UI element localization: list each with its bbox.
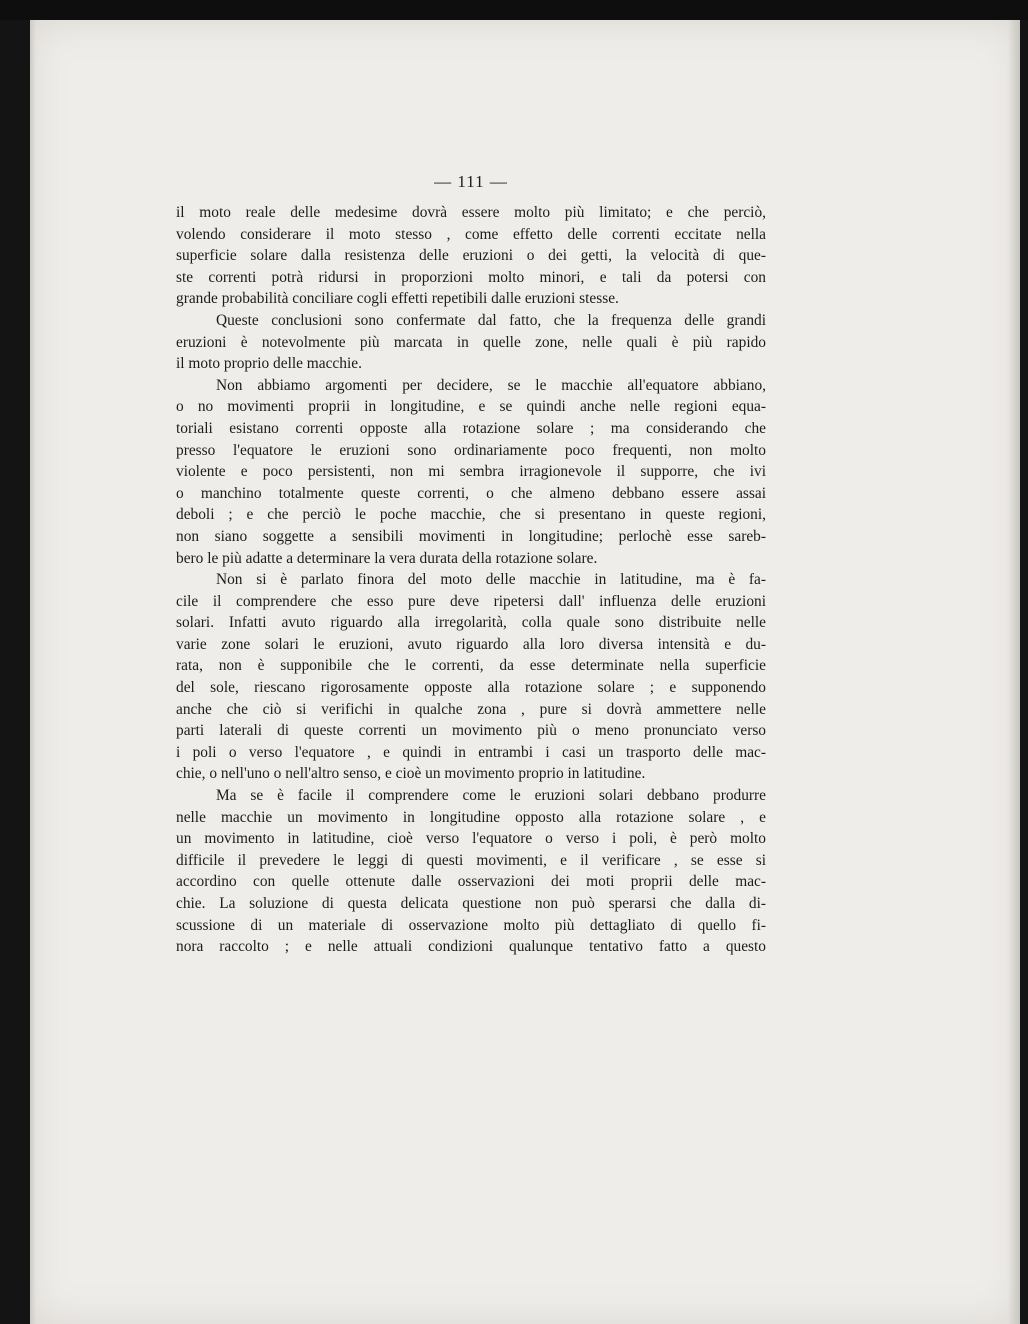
text-line: Non si è parlato finora del moto delle macchie in latitudine, ma è fa- xyxy=(216,571,766,589)
text-line: chie. La soluzione di questa delicata questione non può sperarsi che dalla di- xyxy=(176,895,766,912)
text-line: o no movimenti proprii in longitudine, e se quindi anche nelle regioni equa- xyxy=(176,398,766,416)
text-line: non siano soggette a sensibili movimenti in longitudine; perlochè esse sareb- xyxy=(176,527,766,545)
text-line: ste correnti potrà ridursi in proporzioni molto minori, e tali da potersi con xyxy=(176,268,766,286)
text-line: nora raccolto ; e nelle attuali condizioni qualunque tentativo fatto a questo xyxy=(176,938,766,956)
text-line: del sole, riescano rigorosamente opposte alla rotazione solare ; e supponendo xyxy=(176,679,766,697)
text-line: parti laterali di queste correnti un movimento più o meno pronunciato verso xyxy=(176,722,766,740)
page-text-block xyxy=(176,170,766,958)
paragraph xyxy=(176,310,766,375)
text-line: Queste conclusioni sono confermate dal fatto, che la frequenza delle grandi xyxy=(216,311,766,329)
paragraph xyxy=(176,202,766,310)
text-line: volendo considerare il moto stesso , come effetto delle correnti eccitate nella xyxy=(176,225,766,243)
text-line: il moto proprio delle macchie. xyxy=(176,355,362,373)
text-line: un movimento in latitudine, cioè verso l'equatore o verso i poli, è però molto xyxy=(176,830,766,848)
text-line: bero le più adatte a determinare la vera durata della rotazione solare. xyxy=(176,549,598,567)
scan-top-border xyxy=(0,0,1028,20)
text-line: chie, o nell'uno o nell'altro senso, e cioè un movimento proprio in latitudine. xyxy=(176,765,646,783)
text-line: superficie solare dalla resistenza delle eruzioni o dei getti, la velocità di que- xyxy=(176,247,766,265)
text-line: i poli o verso l'equatore , e quindi in entrambi i casi un trasporto delle mac- xyxy=(176,743,766,761)
text-line: accordino con quelle ottenute dalle osservazioni dei moti proprii delle mac- xyxy=(176,873,766,891)
text-line: eruzioni è notevolmente più marcata in quelle zone, nelle quali è più rapido xyxy=(176,333,766,351)
text-line: deboli ; e che perciò le poche macchie, che si presentano in queste regioni, xyxy=(176,506,766,524)
text-line: varie zone solari le eruzioni, avuto riguardo alla loro diversa intensità e du- xyxy=(176,635,766,653)
text-line: violente e poco persistenti, non mi sembra irragionevole il supporre, che ivi xyxy=(176,463,766,481)
text-line: toriali esistano correnti opposte alla rotazione solare ; ma considerando che xyxy=(176,419,766,437)
text-line: presso l'equatore le eruzioni sono ordinariamente poco frequenti, non molto xyxy=(176,441,766,459)
text-line: Non abbiamo argomenti per decidere, se le macchie all'equatore abbiano, xyxy=(216,376,766,394)
text-line: nelle macchie un movimento in longitudine opposto alla rotazione solare , e xyxy=(176,808,766,826)
text-line: grande probabilità conciliare cogli effetti repetibili dalle eruzioni stesse. xyxy=(176,290,619,308)
text-line: cile il comprendere che esso pure deve ripetersi dall' influenza delle eruzioni xyxy=(176,592,766,610)
paragraph-container xyxy=(176,202,766,958)
page-left-edge-shadow xyxy=(30,20,36,1324)
page-right-edge-shadow xyxy=(1008,20,1020,1324)
paragraph xyxy=(176,785,766,958)
text-line: anche che ciò si verifichi in qualche zona , pure si dovrà ammettere nelle xyxy=(176,700,766,718)
paragraph xyxy=(176,569,766,785)
paragraph xyxy=(176,375,766,569)
text-line: scussione di un materiale di osservazione molto più dettagliato di quello fi- xyxy=(176,916,766,934)
page-number: — 111 — xyxy=(434,172,508,191)
text-line: Ma se è facile il comprendere come le eruzioni solari debbano produrre xyxy=(216,787,766,805)
text-line: il moto reale delle medesime dovrà essere molto più limitato; e che perciò, xyxy=(176,204,766,221)
text-line: o manchino totalmente queste correnti, o che almeno debbano essere assai xyxy=(176,484,766,502)
text-line: rata, non è supponibile che le correnti, da esse determinate nella superficie xyxy=(176,657,766,675)
text-line: solari. Infatti avuto riguardo alla irregolarità, colla quale sono distribuite nelle xyxy=(176,614,766,632)
text-line: difficile il prevedere le leggi di questi movimenti, e il verificare , se esse si xyxy=(176,851,766,869)
